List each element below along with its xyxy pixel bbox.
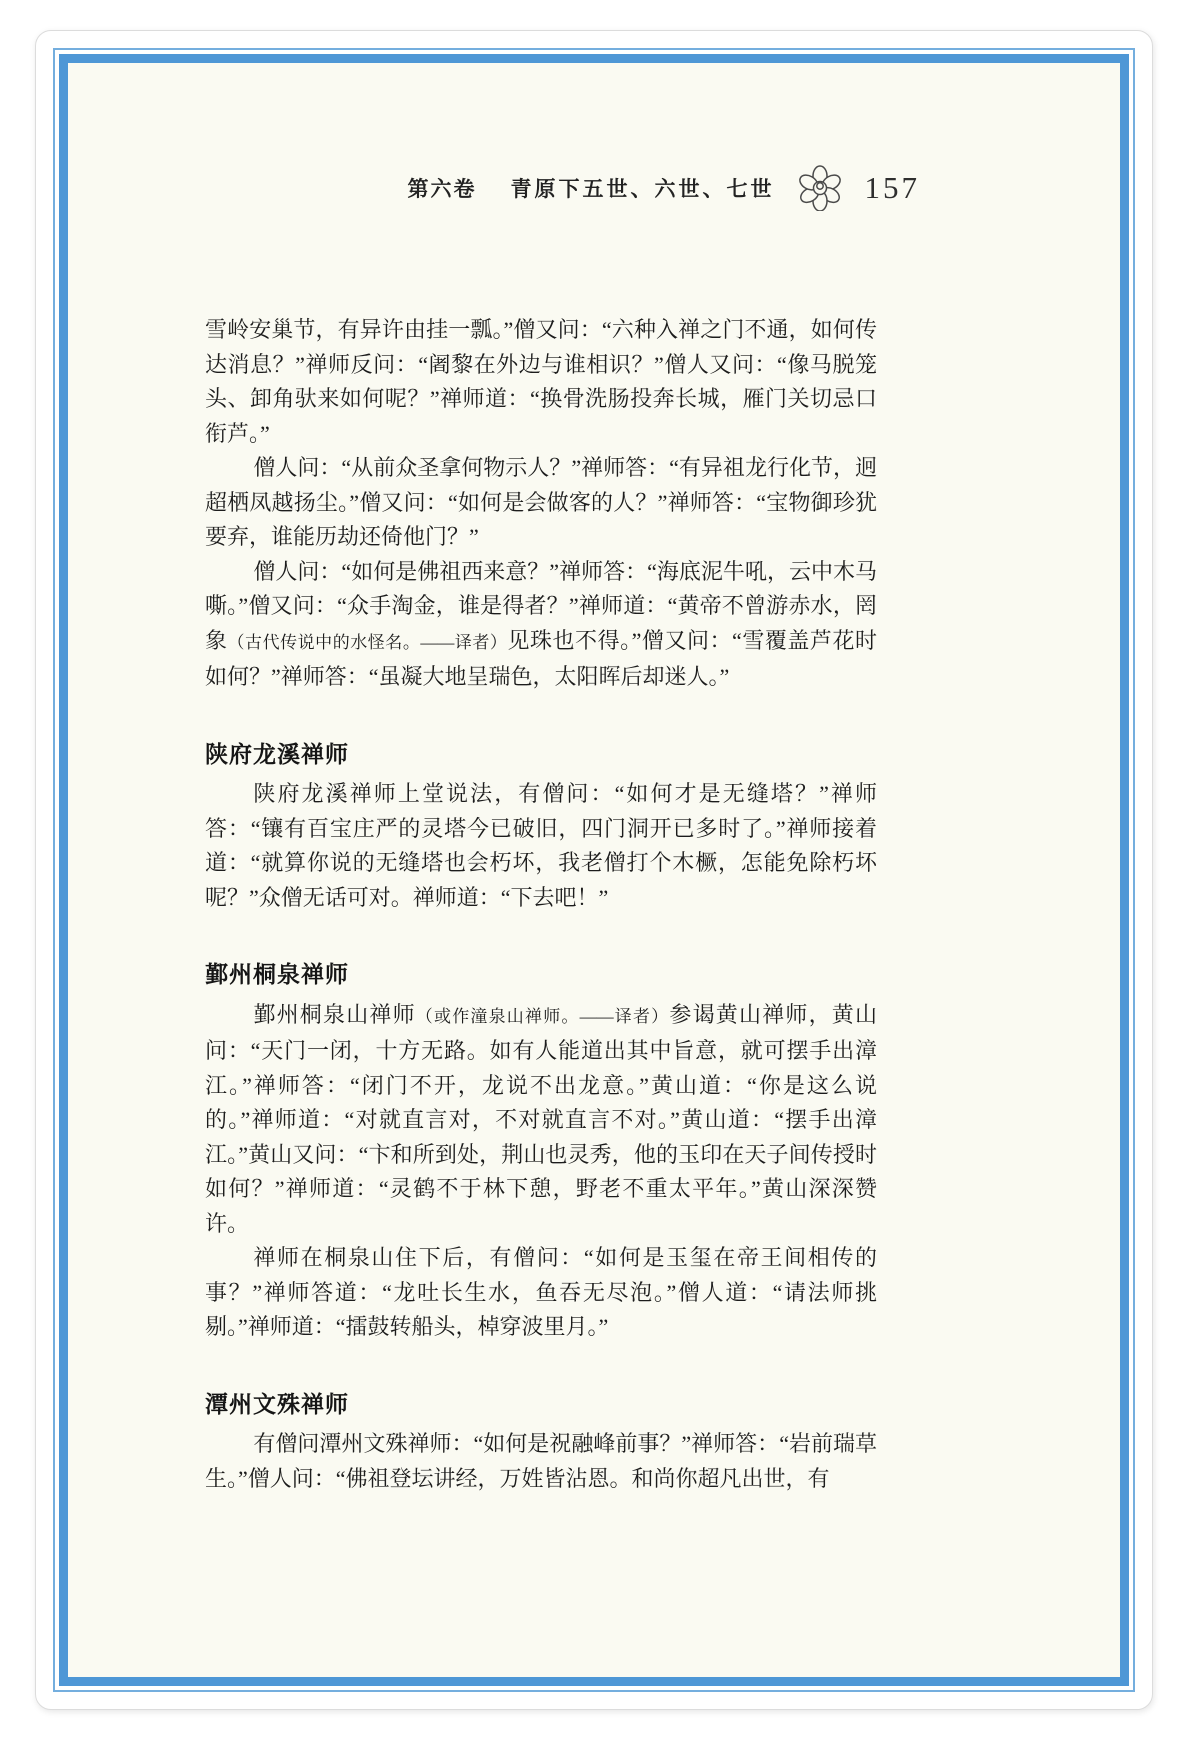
paragraph: 有僧问潭州文殊禅师：“如何是祝融峰前事？”禅师答：“岩前瑞草生。”僧人问：“佛祖登坛讲经，万姓皆沾恩。和尚你超凡出世，有 (205, 1431, 877, 1491)
page-header (68, 167, 920, 209)
lotus-flower-icon (791, 165, 849, 211)
paper-surface (68, 63, 1120, 1677)
paragraph-continuation: 雪岭安巢节，有异许由挂一瓢。”僧又问：“六种入禅之门不通，如何传达消息？”禅师反问：“阇黎在外边与谁相识？”僧人又问：“像马脱笼头、卸角驮来如何呢？”禅师道：“换骨洗肠投奔长城，雁门关切忌口衔芦。” (205, 317, 877, 446)
paragraph-text: 鄞州桐泉山禅师 (253, 1001, 416, 1027)
section-title-tanzhou-wenshu: 潭州文殊禅师 (205, 1390, 349, 1417)
page-number: 157 (864, 170, 920, 205)
paragraph-text: 僧人问：“如何是佛祖西来意？”禅师答：“海底泥牛吼，云中木马嘶。”僧又问：“众手淘金，谁是得者？”禅师道：“黄帝不曾游赤水，罔象 (205, 558, 877, 653)
body-text (205, 313, 877, 1496)
translator-note: （古代传说中的水怪名。——译者） (227, 632, 508, 652)
translator-note: （或作潼泉山禅师。——译者） (415, 1006, 670, 1026)
paragraph: 僧人问：“从前众圣拿何物示人？”禅师答：“有异祖龙行化节，迥超栖凤越扬尘。”僧又问：“如何是会做客的人？”禅师答：“宝物御珍犹要弃，谁能历劫还倚他门？” (205, 455, 877, 549)
inner-blue-frame (59, 54, 1129, 1686)
section-title-shanfu-longxi: 陕府龙溪禅师 (205, 740, 349, 767)
section-title-yinzhou-tongquan: 鄞州桐泉禅师 (205, 961, 349, 987)
volume-label: 第六卷 (407, 178, 477, 201)
paragraph (205, 555, 877, 695)
paragraph (205, 998, 877, 1242)
paragraph: 陕府龙溪禅师上堂说法，有僧问：“如何才是无缝塔？”禅师答：“镶有百宝庄严的灵塔今已破旧，四门洞开已多时了。”禅师接着道：“就算你说的无缝塔也会朽坏，我老僧打个木橛，怎能免除朽坏呢？”众僧无话可对。禅师道：“下去吧！” (205, 781, 877, 910)
paragraph-text: 参谒黄山禅师，黄山问：“天门一闭，十方无路。如有人能道出其中旨意，就可摆手出漳江。”禅师答：“闭门不开，龙说不出龙意。”黄山道：“你是这么说的。”禅师道：“对就直言对，不对就直言不对。”黄山道：“摆手出漳江。”黄山又问：“卞和所到处，荆山也灵秀，他的玉印在天子间传授时如何？”禅师道：“灵鹤不于林下憩，野老不重太平年。”黄山深深赞许。 (205, 1001, 877, 1236)
chapter-title: 青原下五世、六世、七世 (510, 178, 775, 201)
paragraph: 禅师在桐泉山住下后，有僧问：“如何是玉玺在帝王间相传的事？”禅师答道：“龙吐长生水，鱼吞无尽泡。”僧人道：“请法师挑剔。”禅师道：“擂鼓转船头，棹穿波里月。” (205, 1245, 877, 1339)
outer-blue-frame (53, 48, 1135, 1692)
book-page-card (35, 30, 1153, 1710)
paragraph-text: 见珠也不得。”僧又问：“雪覆盖芦花时如何？”禅师答：“虽凝大地呈瑞色，太阳晖后却迷人。” (205, 627, 877, 689)
